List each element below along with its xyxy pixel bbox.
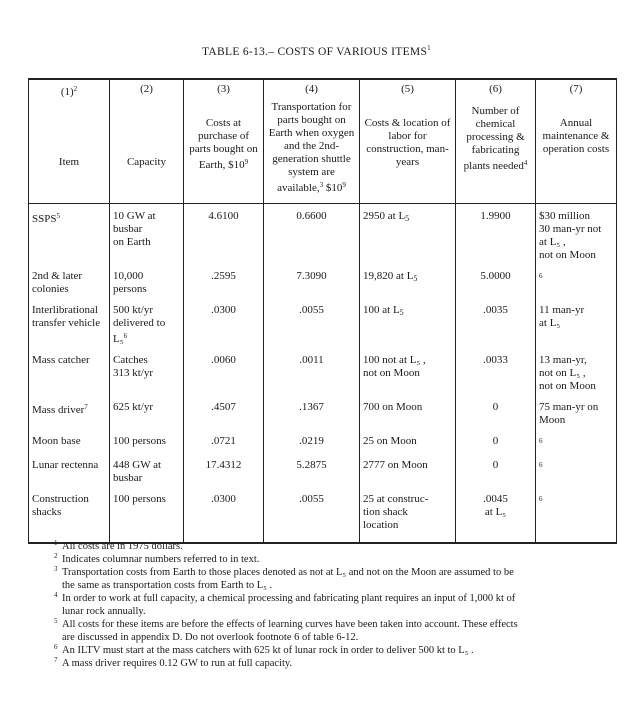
table-row (29, 354, 617, 401)
item-name: Lunar rectenna (32, 459, 99, 471)
table-row (29, 401, 617, 435)
cell-purchase-cost: 17.4312 (184, 459, 264, 493)
cell-plants: 0 (456, 435, 536, 459)
cell-plants: 5.0000 (456, 270, 536, 304)
cell-transportation-cost: 7.3090 (264, 270, 360, 304)
cell-maintenance (536, 204, 617, 271)
table-row (29, 435, 617, 459)
column-number-row (29, 79, 617, 99)
footnote (48, 657, 618, 670)
cell-labor (360, 435, 456, 459)
item-footnote-marker: 7 (84, 403, 88, 411)
cell-maintenance (536, 354, 617, 401)
footnote-marker: 4 (54, 591, 58, 599)
footnote (48, 553, 618, 566)
table-row (29, 493, 617, 543)
footnote-marker: 5 (54, 617, 58, 625)
cell-transportation-cost: .0055 (264, 304, 360, 354)
cell-item (29, 435, 110, 459)
cell-labor (360, 270, 456, 304)
footnote-marker: 1 (54, 539, 58, 547)
cell-capacity (110, 401, 184, 435)
labor-value: 700 on Moon (363, 401, 423, 413)
footnote-text-continued: the same as transportation costs from Earth to L₅ . (62, 580, 273, 591)
column-number: (3) (184, 79, 264, 99)
cell-transportation-cost: .0011 (264, 354, 360, 401)
cell-purchase-cost: .0300 (184, 304, 264, 354)
cell-purchase-cost: .0060 (184, 354, 264, 401)
cell-labor (360, 304, 456, 354)
labor-value: 25 at construc- tion shack location (363, 493, 429, 531)
cell-purchase-cost: .2595 (184, 270, 264, 304)
cell-purchase-cost: .0721 (184, 435, 264, 459)
capacity-value: 625 kt/yr (113, 401, 154, 413)
cell-capacity (110, 304, 184, 354)
item-name: Mass catcher (32, 354, 90, 366)
maintenance-footnote-marker: 6 (539, 437, 543, 445)
footnote-text: Transportation costs from Earth to those places denoted as not at L₅ and not on the Moon are assumed to be (62, 567, 514, 578)
cell-item (29, 401, 110, 435)
cell-plants: .0045 at L₅ (456, 493, 536, 543)
footnote (48, 540, 618, 553)
footnote-text-continued: lunar rock annually. (62, 606, 146, 617)
item-name: Interlibrational transfer vehicle (32, 304, 101, 329)
column-header-plants: Number of chemical processing & fabricating plants needed$^4$ (456, 99, 536, 204)
footnote-marker: 2 (54, 552, 58, 560)
capacity-value: 10 GW at busbar on Earth (113, 210, 156, 248)
labor-value: 100 at L (363, 304, 400, 316)
table-title (0, 42, 633, 59)
maintenance-value: 11 man-yr at L₅ (539, 304, 585, 329)
item-name: Moon base (32, 435, 81, 447)
maintenance-footnote-marker: 6 (539, 495, 543, 503)
table-row (29, 204, 617, 271)
cell-item (29, 459, 110, 493)
cell-capacity (110, 354, 184, 401)
cell-labor (360, 354, 456, 401)
cell-maintenance (536, 401, 617, 435)
cell-plants: .0033 (456, 354, 536, 401)
cell-transportation-cost: 5.2875 (264, 459, 360, 493)
column-header-item: Item (29, 99, 110, 204)
labor-value: 2950 at L (363, 210, 406, 222)
capacity-value: 448 GW at busbar (113, 459, 162, 484)
item-name: 2nd & later colonies (32, 270, 83, 295)
capacity-value: 100 persons (113, 493, 166, 505)
capacity-value: 500 kt/yr delivered to L₅ (113, 304, 166, 345)
column-number: $(1)^2$ (29, 79, 110, 99)
maintenance-value: 13 man-yr, not on L₅ , not on Moon (539, 354, 596, 392)
capacity-value: Catches 313 kt/yr (113, 354, 154, 379)
labor-value: 25 on Moon (363, 435, 417, 447)
cell-item (29, 493, 110, 543)
labor-value: 2777 on Moon (363, 459, 428, 471)
table-row (29, 304, 617, 354)
column-number: (6) (456, 79, 536, 99)
cell-capacity (110, 270, 184, 304)
cell-item (29, 354, 110, 401)
footnote-text-continued: are discussed in appendix D. Do not overlook footnote 6 of table 6-12. (62, 632, 359, 643)
cell-purchase-cost: .0300 (184, 493, 264, 543)
footnote-text: Indicates columnar numbers referred to in text. (62, 554, 260, 565)
cell-plants: 0 (456, 459, 536, 493)
footnote (48, 644, 618, 657)
cell-capacity (110, 493, 184, 543)
labor-value: 19,820 at L (363, 270, 414, 282)
footnote-marker: 7 (54, 656, 58, 664)
footnote-text: A mass driver requires 0.12 GW to run at full capacity. (62, 658, 293, 669)
maintenance-value: $30 million 30 man-yr not at L₅ , not on Moon (539, 210, 602, 261)
cell-maintenance (536, 459, 617, 493)
cell-item (29, 304, 110, 354)
costs-table (28, 78, 617, 544)
maintenance-footnote-marker: 6 (539, 461, 543, 469)
cell-labor (360, 204, 456, 271)
labor-value: 100 not at L₅ , not on Moon (363, 354, 426, 379)
maintenance-value: 75 man-yr on Moon (539, 401, 599, 426)
cell-labor (360, 493, 456, 543)
column-number: (5) (360, 79, 456, 99)
cell-capacity (110, 435, 184, 459)
footnote-marker: 3 (54, 565, 58, 573)
footnote-text: In order to work at full capacity, a chemical processing and fabricating plant requires an input of 1,000 kt of (62, 593, 516, 604)
column-number: (2) (110, 79, 184, 99)
cell-plants: 0 (456, 401, 536, 435)
cell-purchase-cost: .4507 (184, 401, 264, 435)
cell-maintenance (536, 435, 617, 459)
cell-labor (360, 459, 456, 493)
table-row (29, 270, 617, 304)
cell-plants: .0035 (456, 304, 536, 354)
column-header-purchase-cost: Costs at purchase of parts bought on Earth, $\$10^9$ (184, 99, 264, 204)
column-header-labor: Costs & location of labor for construction, man-years (360, 99, 456, 204)
table-title-text: TABLE 6-13.– COSTS OF VARIOUS ITEMS (202, 45, 428, 58)
cell-item (29, 204, 110, 271)
footnote (48, 592, 618, 618)
footnote (48, 566, 618, 592)
cell-transportation-cost: 0.6600 (264, 204, 360, 271)
footnote-text: All costs are in 1975 dollars. (62, 541, 183, 552)
maintenance-footnote-marker: 6 (539, 272, 543, 280)
cell-plants: 1.9900 (456, 204, 536, 271)
column-number: (4) (264, 79, 360, 99)
labor-subscript: 5 (413, 274, 418, 283)
title-footnote-marker: 1 (427, 44, 431, 52)
footnote (48, 618, 618, 644)
labor-subscript: 5 (405, 214, 410, 223)
footnote-text: All costs for these items are before the effects of learning curves have been taken into account. These effects (62, 619, 518, 630)
cell-transportation-cost: .1367 (264, 401, 360, 435)
column-header-capacity: Capacity (110, 99, 184, 204)
column-number: (7) (536, 79, 617, 99)
capacity-footnote-marker: 6 (123, 332, 128, 340)
capacity-value: 100 persons (113, 435, 166, 447)
cell-transportation-cost: .0219 (264, 435, 360, 459)
item-name: SSPS (32, 213, 57, 225)
cell-transportation-cost: .0055 (264, 493, 360, 543)
table-row (29, 459, 617, 493)
column-header-transportation: Transportation for parts bought on Earth when oxygen and the 2nd-generation shuttle system are available,$^3$ $\$10^9$ (264, 99, 360, 204)
cell-item (29, 270, 110, 304)
column-header-row (29, 99, 617, 204)
cell-capacity (110, 459, 184, 493)
cell-labor (360, 401, 456, 435)
cell-purchase-cost: 4.6100 (184, 204, 264, 271)
capacity-value: 10,000 persons (113, 270, 147, 295)
footnote-marker: 6 (54, 643, 58, 651)
cell-maintenance (536, 493, 617, 543)
footnotes (48, 540, 618, 670)
item-name: Mass driver (32, 404, 85, 416)
footnote-text: An ILTV must start at the mass catchers with 625 kt of lunar rock in order to deliver 500 kt to L₅ . (62, 645, 474, 656)
column-header-maintenance: Annual maintenance & operation costs (536, 99, 617, 204)
cell-maintenance (536, 270, 617, 304)
cell-capacity (110, 204, 184, 271)
labor-subscript: 5 (399, 308, 404, 317)
item-footnote-marker: 5 (56, 212, 60, 220)
cell-maintenance (536, 304, 617, 354)
item-name: Construction shacks (32, 493, 89, 518)
